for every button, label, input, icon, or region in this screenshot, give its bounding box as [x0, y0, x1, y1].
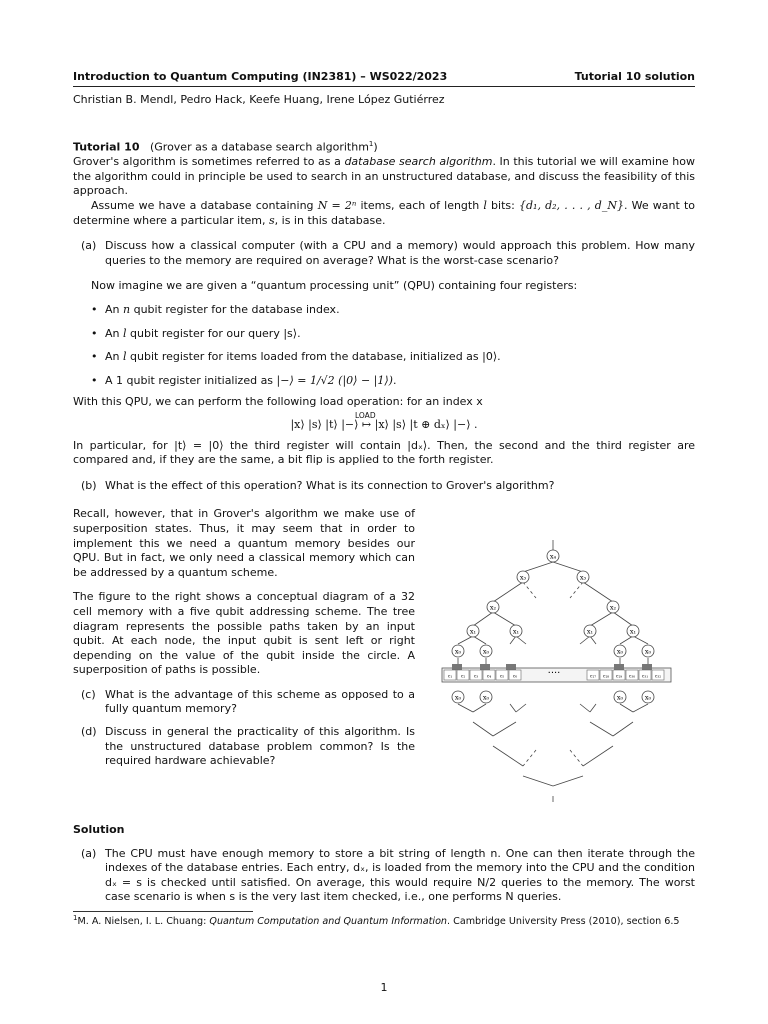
assume-text-1: Assume we have a database containing: [91, 199, 318, 213]
figure-description: The figure to the right shows a conceptual diagram of a 32 cell memory with a five qubit addressing scheme. The tree diagram represents the possible paths taken by an input qubit. At each node, the input qubit is sent left or right depending on the value of the qubit inside the circle. A superposition of paths is possible.: [73, 590, 415, 677]
footnote-book-title: Quantum Computation and Quantum Information: [209, 916, 448, 928]
tree-node-label: x₁: [586, 627, 594, 636]
tree-node: [642, 645, 654, 657]
memory-ellipsis: ....: [547, 665, 561, 676]
memory-cell-label: c₆: [512, 674, 518, 680]
question-c-text: What is the advantage of this scheme as opposed to a fully quantum memory?: [105, 687, 415, 716]
tree-node-label: x₁: [629, 627, 637, 636]
solution-a: [73, 847, 695, 905]
memory-cell-label: c₃₀: [628, 674, 636, 680]
tree-node: [642, 691, 654, 703]
assume-paragraph: [73, 199, 695, 228]
load-arrow-label: LOAD: [355, 410, 376, 420]
intro-emphasis: database search algorithm: [344, 155, 493, 169]
tree-node-label: x₀: [616, 693, 624, 702]
footnote-ref: 1: [368, 140, 374, 148]
tree-node: [607, 601, 619, 613]
register-item-pre: An: [105, 326, 123, 340]
recall-paragraph: Recall, however, that in Grover's algorithm we make use of superposition states. Thus, it may seem that in order to implement this we need a quantum memory besides our QPU. But in fact, we only need a classical memory which can be addressed by a quantum scheme.: [73, 507, 415, 579]
tree-node-label: x₀: [644, 693, 652, 702]
tree-node: [584, 625, 596, 637]
tree-node: [577, 571, 589, 583]
tree-node: [487, 601, 499, 613]
footnote: [73, 914, 679, 927]
register-item-math: l: [123, 350, 127, 364]
load-equation: [73, 410, 695, 433]
tree-node-label: x₀: [454, 647, 462, 656]
register-item-math: |−⟩ = 1/√2 (|0⟩ − |1⟩): [276, 373, 393, 387]
memory-tree-diagram: [438, 540, 676, 802]
intro-text-1: Grover's algorithm is sometimes referred to as a: [73, 155, 345, 169]
tree-node-label: x₃: [519, 573, 527, 582]
question-d: [73, 725, 415, 769]
tree-node-label: x₁: [512, 627, 520, 636]
solution-a-label: (a): [81, 846, 97, 860]
page-number: 1: [380, 981, 388, 994]
footnote-mark: 1: [73, 914, 78, 922]
assume-text-3: bits:: [486, 199, 519, 213]
header-tutorial-label: Tutorial 10 solution: [574, 70, 695, 83]
tutorial-subtitle-close: ): [373, 140, 378, 154]
tree-node: [510, 625, 522, 637]
memory-cell-label: c₄: [486, 674, 492, 680]
memory-bar-shade: [506, 664, 516, 670]
register-item-post: .: [392, 373, 397, 387]
register-item: [73, 303, 695, 318]
tree-node: [467, 625, 479, 637]
intro-paragraph: [73, 155, 695, 199]
register-item: [73, 350, 695, 365]
register-item-math: n: [123, 303, 131, 316]
tree-node-label: x₀: [482, 693, 490, 702]
authors: Christian B. Mendl, Pedro Hack, Keefe Huang, Irene López Gutiérrez: [73, 93, 445, 106]
memory-cell-label: c₅: [499, 674, 505, 680]
memory-bar-shade: [614, 664, 624, 670]
question-c: [73, 688, 415, 717]
memory-cell-label: c₂₇: [589, 674, 597, 680]
tree-node: [452, 691, 464, 703]
tree-node: [614, 645, 626, 657]
register-item-pre: A 1 qubit register initialized as: [105, 373, 277, 387]
header-course-title: Introduction to Quantum Computing (IN2381) – WS022/2023: [73, 70, 448, 83]
assume-math-2: l: [483, 199, 487, 213]
solution-heading: Solution: [73, 823, 125, 836]
register-item-pre: An: [105, 303, 123, 316]
tree-node-label: x₀: [616, 647, 624, 656]
question-a-text: Discuss how a classical computer (with a CPU and a memory) would approach this problem. How many queries to the memory are required on average? What is the worst-case scenario?: [105, 239, 695, 267]
tree-node-label: x₃: [579, 573, 587, 582]
memory-bar-shade: [480, 664, 490, 670]
tree-node-label: x₁: [469, 627, 477, 636]
tree-node: [480, 691, 492, 703]
bullet-dot: •: [91, 303, 98, 316]
tree-node: [517, 571, 529, 583]
register-item: [73, 374, 695, 389]
footnote-text-1: M. A. Nielsen, I. L. Chuang:: [77, 916, 210, 928]
question-b-label: (b): [81, 478, 97, 492]
question-c-label: (c): [81, 687, 96, 701]
register-item: [73, 327, 695, 342]
bullet-dot: •: [91, 326, 98, 340]
tree-node-label: x₄: [549, 552, 557, 561]
register-item-math: l: [123, 326, 127, 340]
tutorial-subtitle: (Grover as a database search algorithm: [149, 140, 369, 154]
assume-text-5: , is in this database.: [274, 213, 386, 227]
register-list: [73, 303, 695, 388]
memory-cell-label: c₁: [447, 674, 453, 680]
question-a: [73, 239, 695, 268]
question-d-text: Discuss in general the practicality of this algorithm. Is the unstructured database problem common? Is the required hardware achievable?: [105, 725, 415, 768]
assume-math-1: N = 2ⁿ: [317, 199, 357, 213]
memory-cell-label: c₂: [460, 674, 466, 680]
memory-cell-label: c₃₂: [654, 674, 662, 680]
tree-node-label: x₂: [609, 603, 617, 612]
bullet-dot: •: [91, 373, 98, 387]
assume-math-4: s: [268, 213, 275, 227]
register-item-post: qubit register for items loaded from the database, initialized as |0⟩.: [126, 350, 501, 364]
memory-cell-label: c₃: [473, 674, 479, 680]
memory-bar-shade: [452, 664, 462, 670]
question-b: [73, 479, 695, 494]
tree-node-label: x₀: [454, 693, 462, 702]
load-intro: With this QPU, we can perform the following load operation: for an index x: [73, 395, 483, 409]
solution-a-text: The CPU must have enough memory to store a bit string of length n. One can then iterate through the indexes of the database entries. Each entry, dₓ, is loaded from the memory into the CPU and the condition dₓ = s is checked until satisfied. On average, this would require N/2 queries to the memory. The worst case scenario is when s is the very last item checked, i.e., one performs N queries.: [105, 846, 695, 904]
footnote-rule: [73, 911, 253, 912]
tutorial-title: [73, 137, 695, 155]
tree-node-label: x₀: [482, 647, 490, 656]
memory-bar-shade: [642, 664, 652, 670]
solution-section: [73, 823, 695, 905]
question-d-label: (d): [81, 725, 97, 739]
tree-node-label: x₂: [489, 603, 497, 612]
qpu-intro: Now imagine we are given a “quantum processing unit” (QPU) containing four registers:: [91, 279, 578, 293]
intro-text-2: . In this tutorial we will examine how the algorithm could in principle be used to search in an unstructured database, and discuss the feasibility of this approach.: [73, 155, 695, 198]
register-item-pre: An: [105, 350, 123, 364]
tree-node: [614, 691, 626, 703]
assume-text-4: . We want to determine where a particular item,: [73, 199, 695, 227]
assume-math-3: {d₁, d₂, . . . , d_N}: [519, 199, 624, 213]
particular-paragraph: In particular, for |t⟩ = |0⟩ the third register will contain |dₓ⟩. Then, the second and the third register are compared and, if they are the same, a bit flip is applied to the forth register.: [73, 438, 695, 467]
header-rule: [73, 86, 695, 87]
register-item-post: qubit register for our query |s⟩.: [126, 326, 301, 340]
tree-node: [452, 645, 464, 657]
tutorial-label: Tutorial 10: [73, 140, 140, 154]
tree-node: [627, 625, 639, 637]
bullet-dot: •: [91, 350, 98, 364]
memory-cell-label: c₂₉: [615, 674, 623, 680]
tree-node-label: x₀: [644, 647, 652, 656]
tree-node: [480, 645, 492, 657]
footnote-text-2: . Cambridge University Press (2010), section 6.5: [447, 916, 680, 928]
memory-cell-label: c₃₁: [641, 674, 649, 680]
memory-cell-label: c₂₈: [602, 674, 610, 680]
question-a-label: (a): [81, 239, 97, 253]
load-equation-text: |x⟩ |s⟩ |t⟩ |−⟩ ↦ |x⟩ |s⟩ |t ⊕ dₓ⟩ |−⟩ .: [290, 417, 478, 431]
tree-node: [547, 550, 559, 562]
left-column: [73, 507, 415, 769]
question-b-text: What is the effect of this operation? What is its connection to Grover's algorithm?: [105, 478, 555, 492]
register-item-post: qubit register for the database index.: [130, 303, 340, 316]
assume-text-2: items, each of length: [356, 199, 484, 213]
